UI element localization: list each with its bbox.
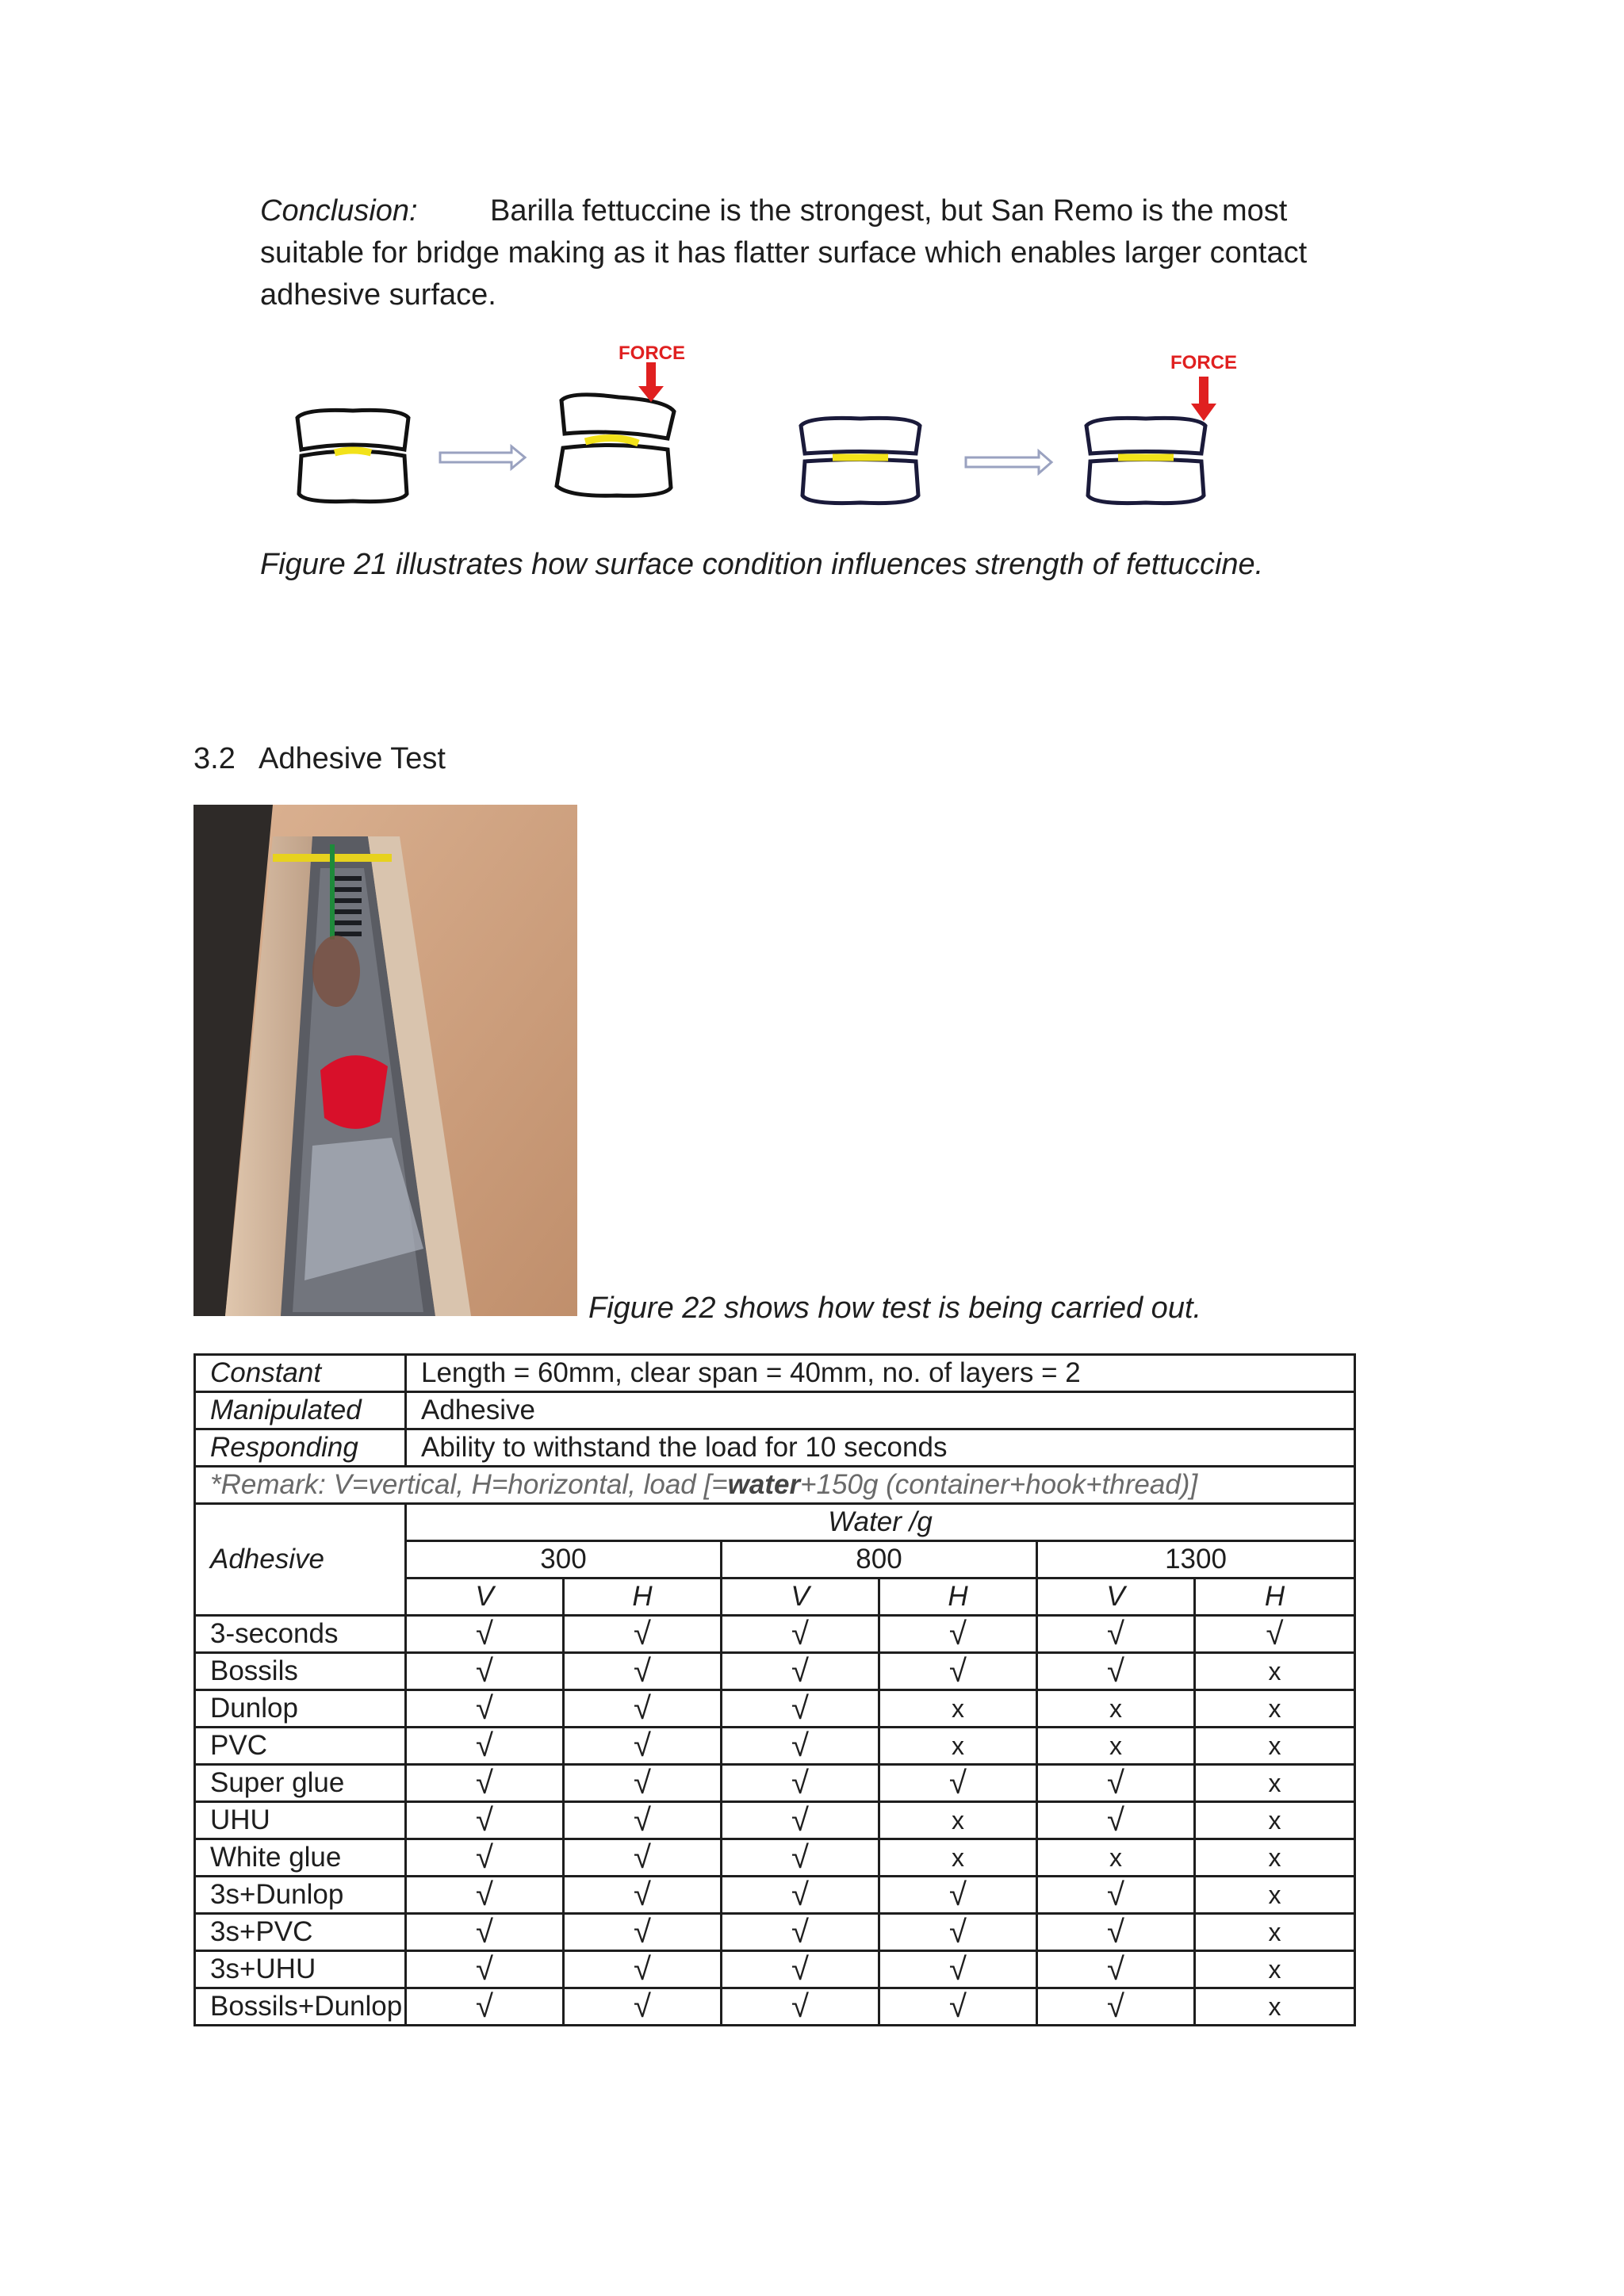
result-cell: √ [1037, 1802, 1195, 1839]
result-cell: x [1195, 1839, 1355, 1877]
remark-suffix: +150g (container+hook+thread)] [800, 1469, 1198, 1500]
orientation-header: H [564, 1578, 722, 1616]
result-cell: √ [879, 1914, 1037, 1951]
result-cell: √ [406, 1877, 564, 1914]
constant-label: Constant [195, 1355, 406, 1392]
force-label-left: FORCE [619, 345, 685, 364]
load-header: 800 [722, 1541, 1037, 1578]
adhesive-header: Adhesive [195, 1504, 406, 1616]
conclusion-paragraph [260, 190, 1370, 316]
water-header-row [195, 1504, 1355, 1541]
result-cell: √ [722, 1653, 879, 1690]
result-cell: √ [564, 1765, 722, 1802]
result-cell: √ [1037, 1951, 1195, 1988]
transition-arrow-1 [440, 446, 525, 469]
result-cell: x [1037, 1839, 1195, 1877]
result-cell: √ [879, 1988, 1037, 2026]
adhesive-name: 3-seconds [195, 1616, 406, 1653]
result-cell: √ [564, 1914, 722, 1951]
table-row [195, 1802, 1355, 1839]
result-cell: √ [406, 1951, 564, 1988]
result-cell: x [879, 1802, 1037, 1839]
result-cell: √ [1037, 1914, 1195, 1951]
orientation-header: V [1037, 1578, 1195, 1616]
adhesive-name: 3s+UHU [195, 1951, 406, 1988]
result-cell: √ [406, 1616, 564, 1653]
result-cell: x [1037, 1690, 1195, 1728]
result-cell: √ [879, 1765, 1037, 1802]
result-cell: √ [406, 1914, 564, 1951]
result-cell: √ [1037, 1616, 1195, 1653]
adhesive-name: 3s+PVC [195, 1914, 406, 1951]
result-cell: √ [406, 1728, 564, 1765]
adhesive-name: Dunlop [195, 1690, 406, 1728]
rough-pair-after [557, 395, 674, 496]
load-header: 300 [406, 1541, 722, 1578]
table-row [195, 1951, 1355, 1988]
table-row [195, 1653, 1355, 1690]
responding-label: Responding [195, 1429, 406, 1467]
conclusion-line-3: adhesive surface. [260, 278, 496, 312]
test-setup-photo [193, 805, 577, 1316]
transition-arrow-2 [966, 451, 1051, 473]
result-cell: x [879, 1839, 1037, 1877]
orientation-header: V [406, 1578, 564, 1616]
manipulated-row [195, 1392, 1355, 1429]
responding-value: Ability to withstand the load for 10 seconds [406, 1429, 1355, 1467]
result-cell: √ [564, 1839, 722, 1877]
result-cell: √ [1037, 1877, 1195, 1914]
result-cell: x [879, 1690, 1037, 1728]
conclusion-line-1 [260, 190, 1370, 232]
result-cell: x [1195, 1728, 1355, 1765]
orientation-header: H [879, 1578, 1037, 1616]
adhesive-name: Super glue [195, 1765, 406, 1802]
result-cell: √ [1037, 1988, 1195, 2026]
result-cell: √ [1037, 1765, 1195, 1802]
result-cell: √ [722, 1877, 879, 1914]
result-cell: √ [564, 1877, 722, 1914]
result-cell: x [1195, 1951, 1355, 1988]
result-cell: √ [722, 1802, 879, 1839]
remark-row [195, 1467, 1355, 1504]
result-cell: √ [406, 1802, 564, 1839]
table-row [195, 1877, 1355, 1914]
figure-22-caption: Figure 22 shows how test is being carried out. [588, 1292, 1202, 1325]
adhesive-name: Bossils+Dunlop [195, 1988, 406, 2026]
result-cell: √ [564, 1653, 722, 1690]
adhesive-name: UHU [195, 1802, 406, 1839]
result-cell: x [1195, 1914, 1355, 1951]
result-cell: √ [722, 1839, 879, 1877]
orientation-header: H [1195, 1578, 1355, 1616]
conclusion-text-1: Barilla fettuccine is the strongest, but San Remo is the most [490, 194, 1288, 228]
result-cell: √ [406, 1690, 564, 1728]
force-label-right: FORCE [1170, 352, 1237, 373]
table-row [195, 1988, 1355, 2026]
result-cell: x [1037, 1728, 1195, 1765]
table-row [195, 1914, 1355, 1951]
result-cell: √ [722, 1951, 879, 1988]
constant-row [195, 1355, 1355, 1392]
result-cell: √ [722, 1914, 879, 1951]
result-cell: √ [564, 1951, 722, 1988]
section-heading [193, 740, 446, 778]
result-cell: √ [1037, 1653, 1195, 1690]
figure-21-caption: Figure 21 illustrates how surface condition influences strength of fettuccine. [260, 548, 1264, 581]
result-cell: √ [722, 1728, 879, 1765]
responding-row [195, 1429, 1355, 1467]
adhesive-name: PVC [195, 1728, 406, 1765]
result-cell: √ [406, 1765, 564, 1802]
conclusion-line-2: suitable for bridge making as it has flatter surface which enables larger contact [260, 236, 1308, 270]
photo-illustration [193, 805, 577, 1316]
conclusion-label: Conclusion: [260, 194, 418, 228]
result-cell: √ [722, 1690, 879, 1728]
load-header: 1300 [1037, 1541, 1355, 1578]
figure-21-diagram [278, 345, 1277, 523]
result-cell: x [1195, 1690, 1355, 1728]
result-cell: √ [406, 1839, 564, 1877]
water-header: Water /g [406, 1504, 1355, 1541]
result-cell: √ [564, 1616, 722, 1653]
flat-pair-after [1086, 418, 1205, 503]
result-cell: √ [722, 1988, 879, 2026]
table-row [195, 1839, 1355, 1877]
result-cell: √ [879, 1877, 1037, 1914]
result-cell: √ [564, 1690, 722, 1728]
remark-cell [195, 1467, 1355, 1504]
manipulated-value: Adhesive [406, 1392, 1355, 1429]
result-cell: √ [722, 1616, 879, 1653]
result-cell: √ [879, 1653, 1037, 1690]
result-cell: √ [879, 1616, 1037, 1653]
adhesive-name: 3s+Dunlop [195, 1877, 406, 1914]
result-cell: √ [406, 1988, 564, 2026]
orientation-header: V [722, 1578, 879, 1616]
result-cell: √ [722, 1765, 879, 1802]
section-number: 3.2 [193, 742, 236, 775]
table-row [195, 1765, 1355, 1802]
result-cell: √ [564, 1802, 722, 1839]
force-arrow-left [638, 362, 664, 402]
constant-value: Length = 60mm, clear span = 40mm, no. of layers = 2 [406, 1355, 1355, 1392]
rough-pair-before [297, 410, 408, 501]
adhesive-test-table [193, 1353, 1356, 2026]
result-cell: √ [879, 1951, 1037, 1988]
force-arrow-right [1191, 377, 1216, 421]
result-cell: √ [564, 1988, 722, 2026]
flat-pair-before [801, 418, 920, 503]
adhesive-name: Bossils [195, 1653, 406, 1690]
result-cell: √ [564, 1728, 722, 1765]
table-row [195, 1690, 1355, 1728]
table-row [195, 1616, 1355, 1653]
result-cell: x [1195, 1877, 1355, 1914]
section-title: Adhesive Test [259, 742, 446, 775]
result-cell: x [1195, 1765, 1355, 1802]
remark-prefix: *Remark: V=vertical, H=horizontal, load [= [210, 1469, 728, 1500]
adhesive-name: White glue [195, 1839, 406, 1877]
result-cell: √ [406, 1653, 564, 1690]
table-row [195, 1728, 1355, 1765]
result-cell: x [879, 1728, 1037, 1765]
remark-bold: water [727, 1469, 801, 1500]
manipulated-label: Manipulated [195, 1392, 406, 1429]
result-cell: √ [1195, 1616, 1355, 1653]
result-cell: x [1195, 1802, 1355, 1839]
result-cell: x [1195, 1653, 1355, 1690]
result-cell: x [1195, 1988, 1355, 2026]
